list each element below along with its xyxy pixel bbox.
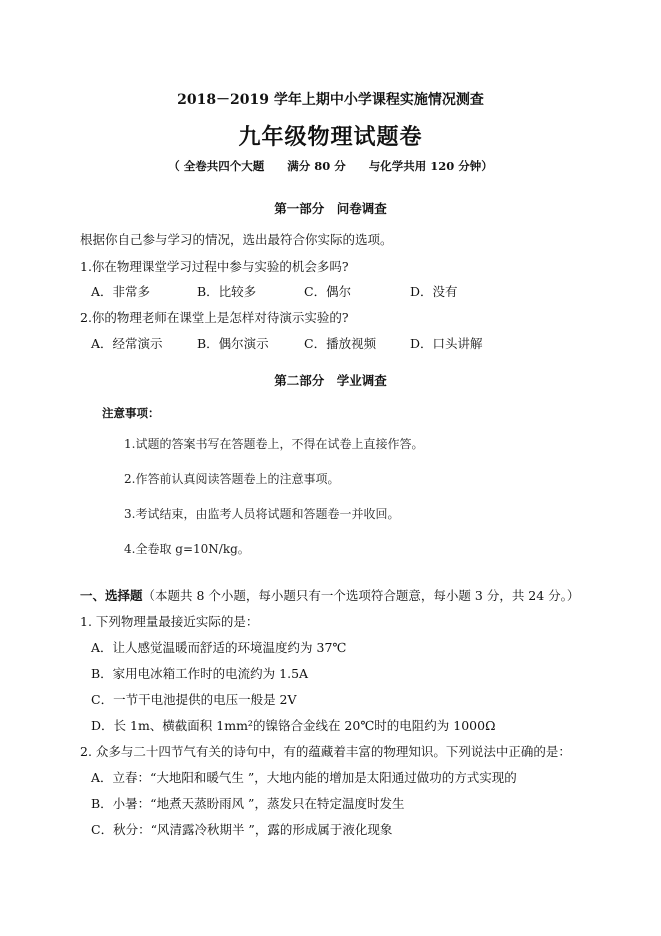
- notice-item: 3.考试结束，由监考人员将试题和答题卷一并收回。: [124, 507, 400, 521]
- option-b: B．家用电冰箱工作时的电流约为 1.5A: [91, 666, 309, 681]
- part1-heading: 第一部分 问卷调查: [274, 201, 387, 216]
- option-d: D．口头讲解: [410, 336, 483, 351]
- notice-item: 1.试题的答案书写在答题卷上，不得在试卷上直接作答。: [124, 437, 424, 451]
- section-heading: [80, 588, 579, 604]
- exam-survey-title: 2018－2019 学年上期中小学课程实施情况测查: [177, 92, 484, 108]
- option-a: A．让人感觉温暖而舒适的环境温度约为 37℃: [91, 640, 347, 655]
- question-stem: 2.你的物理老师在课堂上是怎样对待演示实验的?: [80, 310, 349, 325]
- option-a: A．非常多: [91, 284, 151, 299]
- question-stem: 2. 众多与二十四节气有关的诗句中，有的蕴藏着丰富的物理知识。下列说法中正确的是：: [80, 744, 571, 759]
- section-description: （本题共 8 个小题，每小题只有一个选项符合题意，每小题 3 分，共 24 分。）: [142, 588, 580, 603]
- page-title: 九年级物理试题卷: [238, 124, 423, 150]
- notice-title: 注意事项：: [102, 406, 160, 420]
- option-a: A．立春：“大地阳和暖气生 ”，大地内能的增加是太阳通过做功的方式实现的: [91, 770, 517, 785]
- option-d: D．没有: [410, 284, 458, 299]
- notice-item: 4.全卷取 g=10N/kg。: [124, 542, 250, 556]
- section-label: 一、选择题: [80, 588, 143, 603]
- part2-heading: 第二部分 学业调查: [274, 373, 387, 388]
- question-stem: 1.你在物理课堂学习过程中参与实验的机会多吗?: [80, 259, 349, 274]
- option-c: C．偶尔: [304, 284, 352, 299]
- option-c: C．播放视频: [304, 336, 377, 351]
- notice-item: 2.作答前认真阅读答题卷上的注意事项。: [124, 472, 340, 486]
- option-b: B．小暑：“地煮天蒸盼雨风 ”，蒸发只在特定温度时发生: [91, 796, 405, 811]
- option-a: A．经常演示: [91, 336, 163, 351]
- option-c: C．一节干电池提供的电压一般是 2V: [91, 692, 297, 707]
- exam-subtitle: （ 全卷共四个大题 满分 80 分 与化学共用 120 分钟）: [168, 159, 493, 173]
- option-b: B．偶尔演示: [197, 336, 269, 351]
- option-d: D．长 1m、横截面积 1mm²的镍铬合金线在 20℃时的电阻约为 1000Ω: [91, 718, 496, 733]
- option-c: C．秋分：“风清露冷秋期半 ”，露的形成属于液化现象: [91, 822, 393, 837]
- part1-intro: 根据你自己参与学习的情况，选出最符合你实际的选项。: [80, 232, 393, 247]
- option-b: B．比较多: [197, 284, 257, 299]
- question-stem: 1. 下列物理量最接近实际的是：: [80, 614, 259, 629]
